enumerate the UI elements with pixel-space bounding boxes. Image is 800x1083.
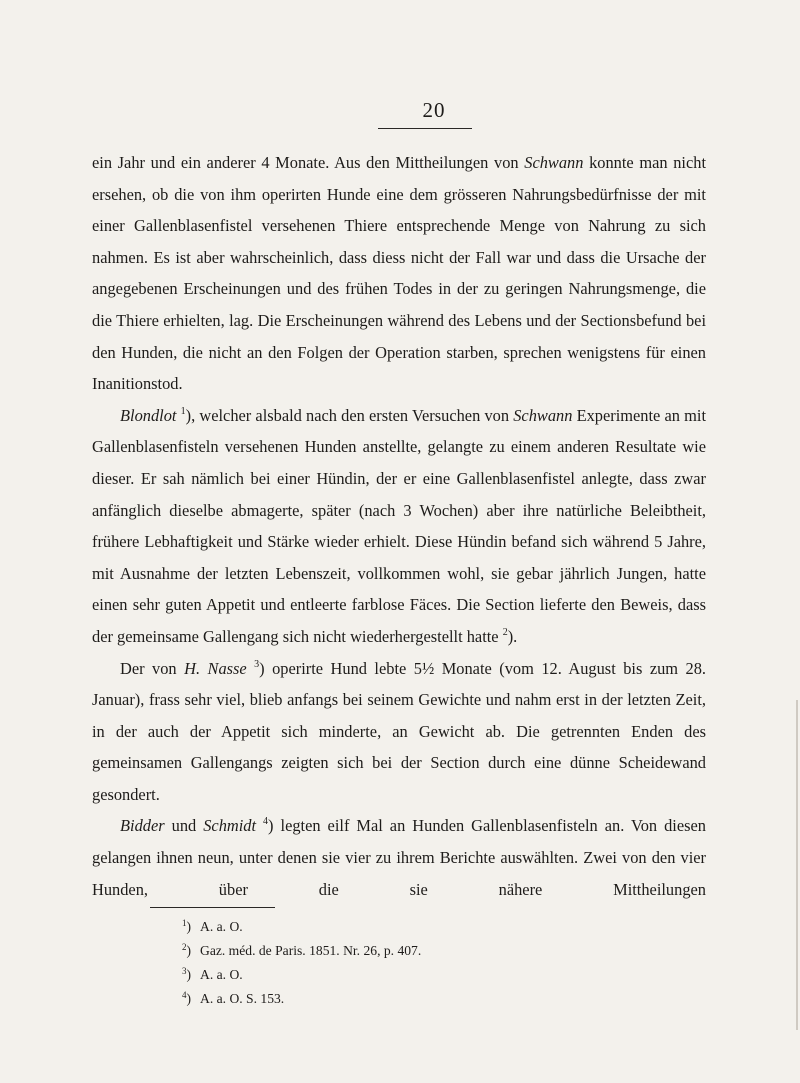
text-run: ), welcher alsbald nach den ersten Versuchen von — [185, 405, 514, 425]
paragraph — [92, 147, 706, 400]
footnote-reference: 1 — [180, 405, 186, 417]
text-run — [256, 816, 263, 835]
paragraph — [92, 810, 706, 905]
footnote-mark: $^3$) — [182, 966, 192, 982]
footnote-reference: 2 — [502, 626, 508, 638]
paragraph — [92, 653, 706, 811]
footnote-text: A. a. O. S. 153. — [200, 991, 285, 1006]
footnotes — [182, 915, 702, 1011]
italic-name: Schmidt — [203, 816, 257, 836]
body-text — [92, 147, 706, 905]
footnote — [182, 939, 702, 963]
footnote-number: 2 — [182, 942, 187, 952]
footnote-reference: 3 — [254, 658, 260, 670]
page-edge-shadow — [796, 700, 798, 1030]
text-run: ). — [507, 626, 518, 646]
footnote — [182, 963, 702, 987]
text-run: ein Jahr und ein anderer 4 Monate. Aus den Mittheilungen von — [92, 153, 525, 172]
text-run: Experimente an mit Gallenblasenfisteln versehenen Hunden anstellte, gelangte zu einem anderen Resultate wie dieser. Er sah nämlich bei einer Hündin, der er eine Gallenblasenfistel anlegte, dass zwar anfänglich dieselbe abmagerte, später (nach 3 Wochen) aber ihre natürliche Beleibtheit, frühere Lebhaftigkeit und Stärke wieder erhielt. Diese Hündin befand sich während 5 Jahre, mit Ausnahme der letzten Lebenszeit, vollkommen wohl, sie gebar jährlich Jungen, hatte einen sehr guten Appetit und entleerte farblose Fäces. Die Section lieferte den Beweis, dass der gemeinsame Gallengang sich nicht wiederhergestellt hatte — [92, 405, 706, 646]
paragraph — [92, 400, 706, 653]
text-run: Der von — [120, 658, 185, 678]
italic-name: Schwann — [513, 405, 573, 425]
footnote-text: Gaz. méd. de Paris. 1851. Nr. 26, p. 407. — [200, 943, 422, 958]
italic-name: Blondlot — [120, 405, 177, 425]
text-run: ) legten eilf Mal an Hunden Gallenblasenfisteln an. Von diesen gelangen ihnen neun, unter denen sie vier zu ihrem Berichte auswählten. Zwei von den vier Hunden, über die sie nähere Mittheilungen — [92, 816, 706, 899]
italic-name: H. Nasse — [184, 658, 247, 678]
text-run: und — [164, 816, 204, 836]
footnote-mark: $^1$) — [182, 918, 192, 934]
footnote-separator — [150, 907, 275, 908]
footnote-text: A. a. O. — [200, 967, 243, 982]
page-number-rule — [378, 128, 472, 129]
page-number: 20 — [422, 98, 446, 122]
footnote-number: 1 — [182, 918, 187, 928]
text-run: ) operirte Hund lebte 5½ Monate (vom 12. August bis zum 28. Januar), frass sehr viel, blieb anfangs bei seinem Gewichte und nahm erst in der letzten Zeit, in der auch der Appetit sich minderte, an Gewicht ab. Die getrennten Enden des gemeinsamen Gallengangs zeigten sich bei der Section durch eine dünne Scheidewand gesondert. — [92, 658, 706, 804]
footnote — [182, 915, 702, 939]
footnote-mark: $^2$) — [182, 942, 192, 958]
italic-name: Bidder — [120, 816, 165, 836]
footnote-mark: $^4$) — [182, 990, 192, 1006]
footnote-text: A. a. O. — [200, 919, 243, 934]
italic-name: Schwann — [524, 153, 584, 172]
footnote-number: 4 — [182, 990, 187, 1000]
footnote — [182, 987, 702, 1011]
text-run: konnte man nicht ersehen, ob die von ihm operirten Hunde eine dem grösseren Nahrungsbedürfnisse der mit einer Gallenblasenfistel versehenen Thiere entsprechende Menge von Nahrung zu sich nahmen. Es ist aber wahrscheinlich, dass diess nicht der Fall war und dass die Ursache der angegebenen Erscheinungen und des frühen Todes in der zu geringen Nahrungsmenge, die die Thiere erhielten, lag. Die Erscheinungen während des Lebens und der Sectionsbefund bei den Hunden, die nicht an den Folgen der Operation starben, sprechen wenigstens für einen Inanitionstod. — [92, 153, 706, 394]
footnote-number: 3 — [182, 966, 187, 976]
footnote-reference: 4 — [263, 816, 269, 828]
